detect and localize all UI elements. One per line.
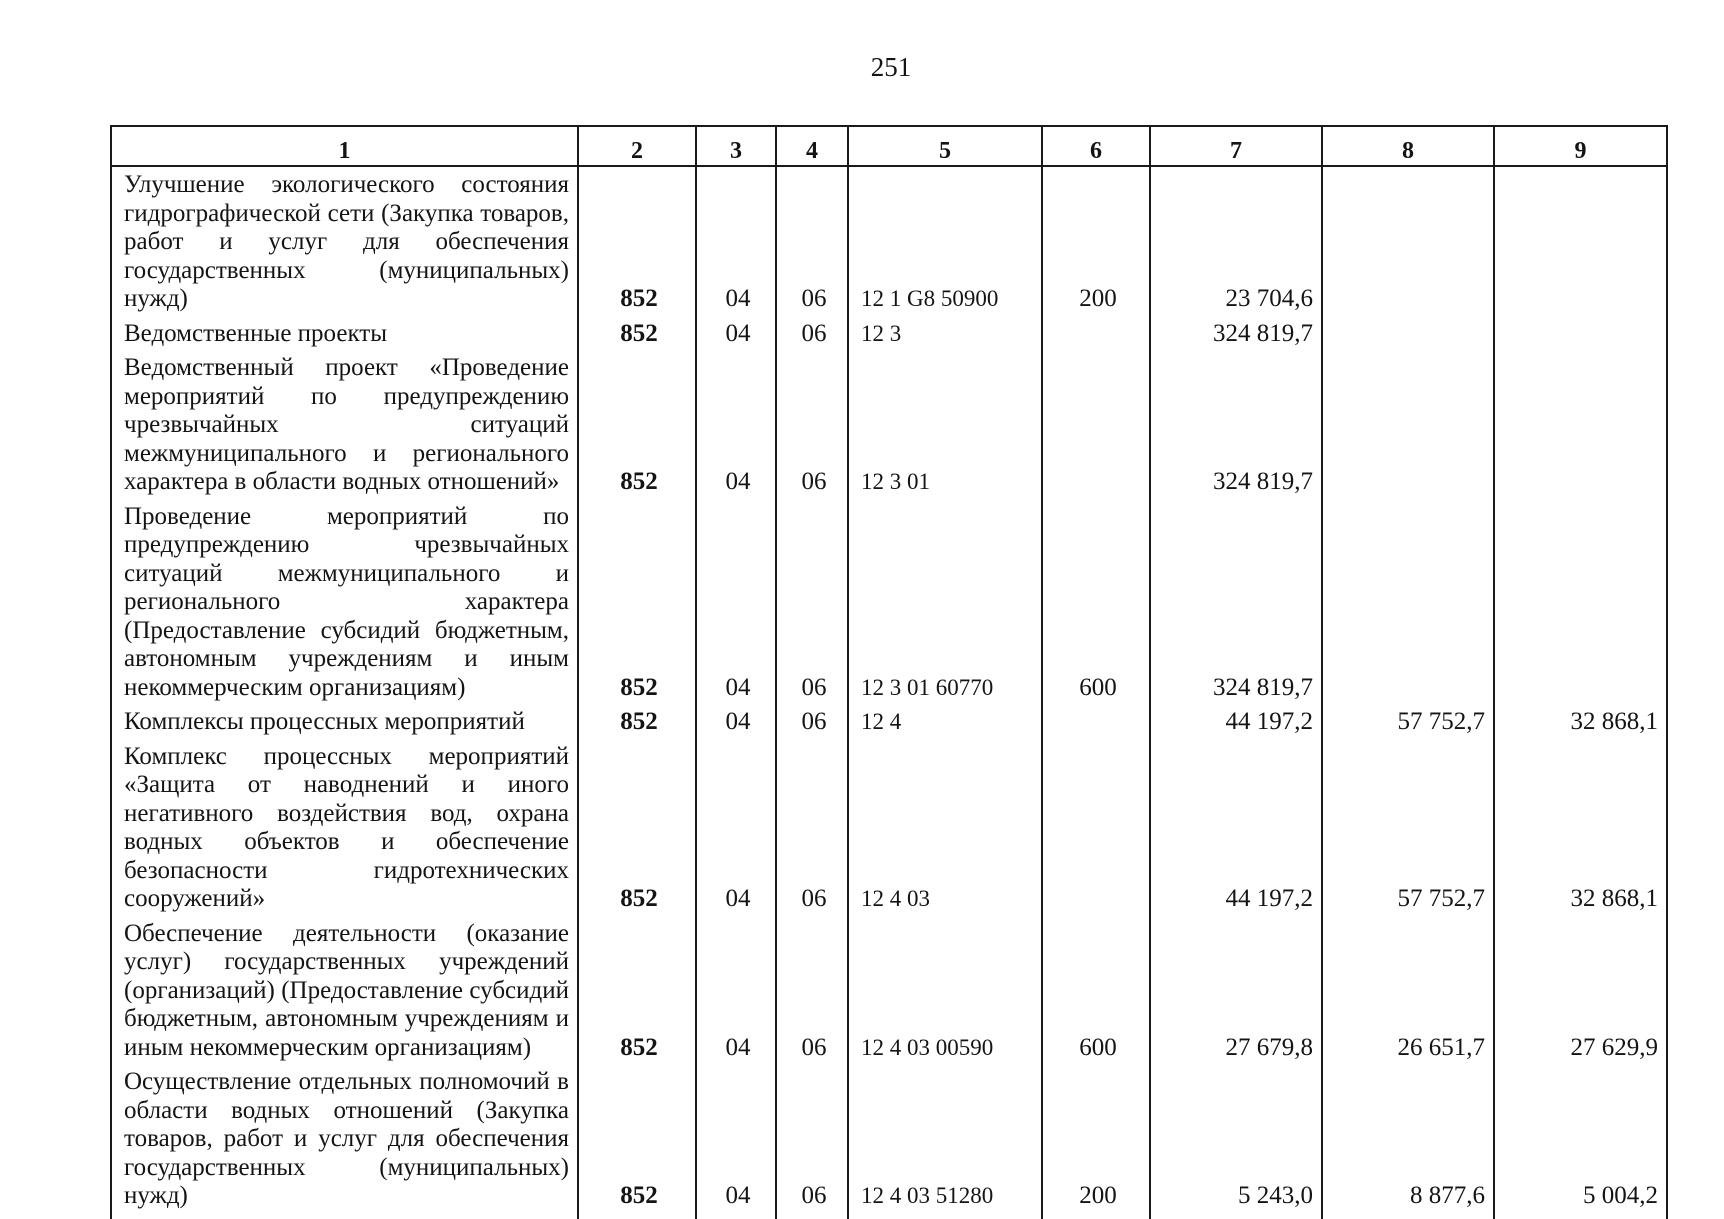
header-col-6: 6 (1042, 126, 1150, 166)
table-row (111, 166, 1667, 316)
subsection-code: 06 (776, 499, 848, 705)
section-code: 04 (696, 916, 776, 1065)
table-row (111, 704, 1667, 739)
amount-col-9 (1494, 316, 1667, 351)
table-row (111, 316, 1667, 351)
row-description: Ведомственный проект «Проведение мероприятий по предупреждению чрезвычайных ситуаций межмуниципального и регионального характера в области водных отношений» (111, 350, 578, 499)
ministry-code: 852 (578, 166, 696, 316)
amount-col-7: 324 819,7 (1150, 316, 1322, 351)
target-article-code: 12 1 G8 50900 (848, 166, 1042, 316)
section-code: 04 (696, 1064, 776, 1219)
subsection-code: 06 (776, 316, 848, 351)
expense-type-code (1042, 704, 1150, 739)
amount-col-9 (1494, 166, 1667, 316)
row-description: Проведение мероприятий по предупреждению чрезвычайных ситуаций межмуниципального и регионального характера (Предоставление субсидий бюджетным, автономным учреждениям и иным некоммерческим организациям) (111, 499, 578, 705)
amount-col-7: 324 819,7 (1150, 499, 1322, 705)
table-row (111, 350, 1667, 499)
target-article-code: 12 3 01 60770 (848, 499, 1042, 705)
section-code: 04 (696, 316, 776, 351)
header-row (111, 126, 1667, 166)
header-col-3: 3 (696, 126, 776, 166)
page-number: 251 (870, 52, 912, 82)
ministry-code: 852 (578, 499, 696, 705)
budget-table (110, 125, 1668, 1219)
ministry-code: 852 (578, 916, 696, 1065)
amount-col-8 (1322, 166, 1494, 316)
row-description: Комплексы процессных мероприятий (111, 704, 578, 739)
section-code: 04 (696, 350, 776, 499)
row-description: Комплекс процессных мероприятий «Защита от наводнений и иного негативного воздействия вод, охрана водных объектов и обеспечение безопасности гидротехнических сооружений» (111, 739, 578, 916)
row-description: Осуществление отдельных полномочий в области водных отношений (Закупка товаров, работ и услуг для обеспечения государственных (муниципальных) нужд) (111, 1064, 578, 1219)
amount-col-7: 23 704,6 (1150, 166, 1322, 316)
header-col-5: 5 (848, 126, 1042, 166)
subsection-code: 06 (776, 916, 848, 1065)
header-col-9: 9 (1494, 126, 1667, 166)
expense-type-code: 600 (1042, 499, 1150, 705)
amount-col-9: 32 868,1 (1494, 739, 1667, 916)
amount-col-9: 5 004,2 (1494, 1064, 1667, 1219)
amount-col-7: 27 679,8 (1150, 916, 1322, 1065)
amount-col-8 (1322, 350, 1494, 499)
amount-col-9: 27 629,9 (1494, 916, 1667, 1065)
amount-col-9: 32 868,1 (1494, 704, 1667, 739)
expense-type-code (1042, 739, 1150, 916)
ministry-code: 852 (578, 739, 696, 916)
amount-col-8: 57 752,7 (1322, 739, 1494, 916)
subsection-code: 06 (776, 350, 848, 499)
target-article-code: 12 4 03 00590 (848, 916, 1042, 1065)
ministry-code: 852 (578, 316, 696, 351)
amount-col-7: 44 197,2 (1150, 739, 1322, 916)
expense-type-code: 200 (1042, 1064, 1150, 1219)
header-col-2: 2 (578, 126, 696, 166)
ministry-code: 852 (578, 350, 696, 499)
header-col-7: 7 (1150, 126, 1322, 166)
amount-col-7: 324 819,7 (1150, 350, 1322, 499)
target-article-code: 12 3 (848, 316, 1042, 351)
target-article-code: 12 3 01 (848, 350, 1042, 499)
table-row (111, 739, 1667, 916)
row-description: Улучшение экологического состояния гидрографической сети (Закупка товаров, работ и услуг для обеспечения государственных (муниципальных) нужд) (111, 166, 578, 316)
subsection-code: 06 (776, 704, 848, 739)
ministry-code: 852 (578, 704, 696, 739)
expense-type-code (1042, 316, 1150, 351)
row-description: Обеспечение деятельности (оказание услуг) государственных учреждений (организаций) (Предоставление субсидий бюджетным, автономным учреждениям и иным некоммерческим организациям) (111, 916, 578, 1065)
table-row (111, 499, 1667, 705)
amount-col-8 (1322, 499, 1494, 705)
target-article-code: 12 4 03 (848, 739, 1042, 916)
amount-col-9 (1494, 350, 1667, 499)
expense-type-code (1042, 350, 1150, 499)
header-col-1: 1 (111, 126, 578, 166)
section-code: 04 (696, 499, 776, 705)
amount-col-7: 44 197,2 (1150, 704, 1322, 739)
subsection-code: 06 (776, 739, 848, 916)
section-code: 04 (696, 739, 776, 916)
section-code: 04 (696, 166, 776, 316)
ministry-code: 852 (578, 1064, 696, 1219)
subsection-code: 06 (776, 166, 848, 316)
row-description: Ведомственные проекты (111, 316, 578, 351)
amount-col-8: 57 752,7 (1322, 704, 1494, 739)
table-row (111, 1064, 1667, 1219)
target-article-code: 12 4 (848, 704, 1042, 739)
header-col-8: 8 (1322, 126, 1494, 166)
expense-type-code: 200 (1042, 166, 1150, 316)
amount-col-9 (1494, 499, 1667, 705)
section-code: 04 (696, 704, 776, 739)
amount-col-8 (1322, 316, 1494, 351)
amount-col-8: 26 651,7 (1322, 916, 1494, 1065)
subsection-code: 06 (776, 1064, 848, 1219)
amount-col-8: 8 877,6 (1322, 1064, 1494, 1219)
table-row (111, 916, 1667, 1065)
header-col-4: 4 (776, 126, 848, 166)
expense-type-code: 600 (1042, 916, 1150, 1065)
amount-col-7: 5 243,0 (1150, 1064, 1322, 1219)
target-article-code: 12 4 03 51280 (848, 1064, 1042, 1219)
